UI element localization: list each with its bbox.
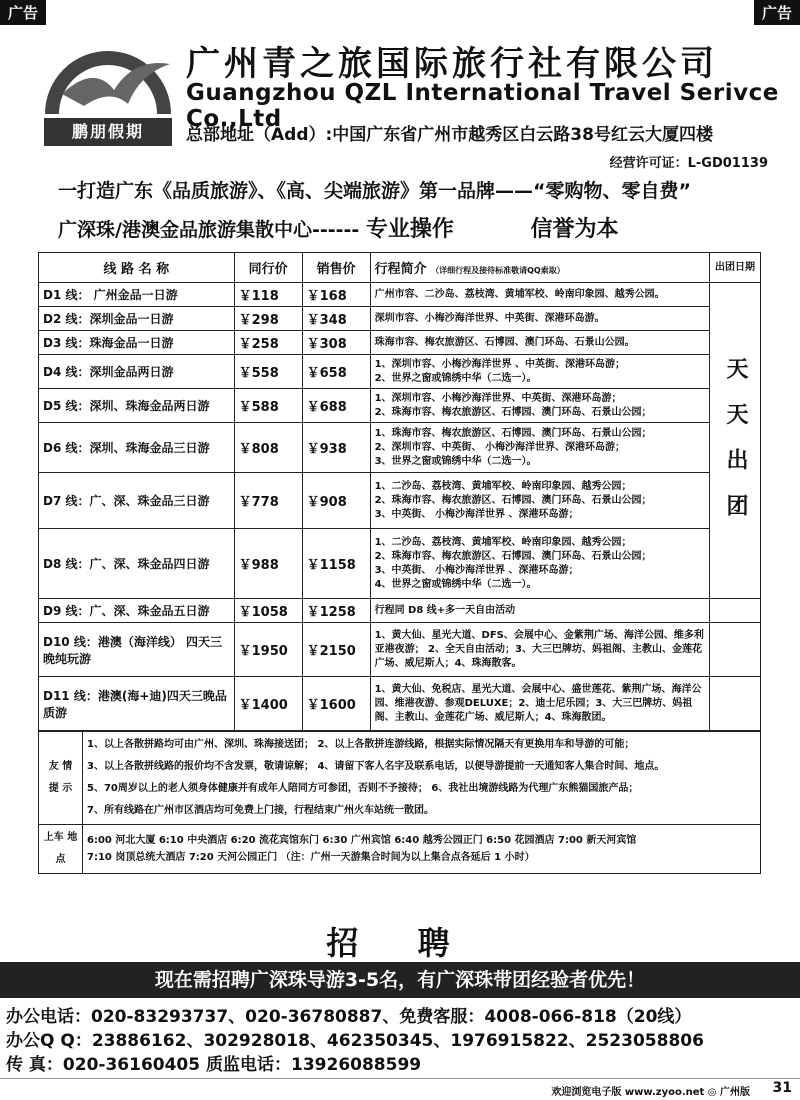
company-name-en: Guangzhou QZL International Travel Serivce Co.,Ltd bbox=[186, 80, 779, 132]
company-name-cn: 广州青之旅国际旅行社有限公司 bbox=[186, 44, 718, 84]
footer-text: 欢迎浏览电子版 www.zyoo.net ◎ 广州版 bbox=[551, 1087, 750, 1098]
retail-price: ￥938 bbox=[302, 423, 370, 473]
itinerary bbox=[370, 677, 709, 731]
pickup-line-2: 7:10 岗顶总统大酒店 7:20 天河公园正门 （注：广州一天游集合时间为以上集合点各延后 1 小时） bbox=[87, 852, 535, 863]
slogan-primary: 一打造广东《品质旅游》、《高、尖端旅游》第一品牌——“零购物、零自费” bbox=[58, 180, 691, 202]
header-retail-price: 销售价 bbox=[302, 253, 370, 283]
route-name: D6 线：深圳、珠海金品三日游 bbox=[39, 423, 235, 473]
itinerary-line: 1、二沙岛、荔枝湾、黄埔军校、岭南印象园、越秀公园； bbox=[374, 536, 632, 548]
bird-logo-icon bbox=[44, 24, 172, 120]
itinerary-line: 2、世界之窗或锦绣中华（二选一）。 bbox=[374, 372, 537, 384]
itinerary-line: 3、中英街、 小梅沙海洋世界 、深港环岛游； bbox=[374, 564, 579, 576]
peer-price: ￥1950 bbox=[234, 623, 302, 677]
route-name: D10 线：港澳（海洋线） 四天三晚纯玩游 bbox=[39, 623, 235, 677]
notes-table bbox=[38, 731, 761, 874]
note-item: 3、以上各散拼线路的报价均不含发票，敬请谅解； 4、请留下客人名字及联系电话，以便导游提前一天通知客人集合时间、地点。 bbox=[87, 761, 665, 772]
recruit-title: 招 聘 bbox=[326, 924, 474, 962]
retail-price: ￥1258 bbox=[302, 599, 370, 623]
notes-label: 友 情 提 示 bbox=[39, 732, 83, 825]
itinerary-line: 2、珠海市容、梅农旅游区、石博园、澳门环岛、石景山公园； bbox=[374, 550, 652, 562]
retail-price: ￥688 bbox=[302, 389, 370, 423]
empty-date-cell bbox=[709, 599, 760, 623]
header-itinerary-note: （详细行程及接待标准敬请QQ索取） bbox=[431, 266, 565, 275]
itinerary-line: 2、珠海市容、梅农旅游区、石博园、澳门环岛、石景山公园； bbox=[374, 406, 652, 418]
itinerary bbox=[370, 473, 709, 529]
route-name: D2 线：深圳金品一日游 bbox=[39, 307, 235, 331]
itinerary bbox=[370, 389, 709, 423]
itinerary-line: 1、珠海市容、梅农旅游区、石博园、澳门环岛、石景山公园； bbox=[374, 427, 652, 439]
slogan-reputation: 信誉为本 bbox=[530, 217, 619, 242]
peer-price: ￥588 bbox=[234, 389, 302, 423]
pickup-line-1: 6:00 河北大厦 6:10 中央酒店 6:20 流花宾馆东门 6:30 广州宾馆 6:40 越秀公园正门 6:50 花园酒店 7:00 新天河宾馆 bbox=[87, 835, 637, 846]
table-row bbox=[39, 283, 761, 307]
slogan-center: 广深珠/港澳金品旅游集散中心------ bbox=[58, 219, 360, 241]
page-number: 31 bbox=[772, 1080, 792, 1096]
contact-fax: 传 真：020-36160405 质监电话：13926088599 bbox=[6, 1055, 422, 1075]
route-table-body bbox=[39, 283, 761, 731]
itinerary bbox=[370, 331, 709, 355]
table-row bbox=[39, 331, 761, 355]
itinerary bbox=[370, 283, 709, 307]
route-name: D1 线： 广州金品一日游 bbox=[39, 283, 235, 307]
recruit-banner: 现在需招聘广深珠导游3-5名，有广深珠带团经验者优先！ bbox=[0, 962, 800, 998]
retail-price: ￥658 bbox=[302, 355, 370, 389]
note-item: 1、以上各散拼路均可由广州、深圳、珠海接送团； 2、以上各散拼连游线路，根据实际情况隔天有更换用车和导游的可能； bbox=[87, 739, 635, 750]
contact-qq: 办公Q Q：23886162、302928018、462350345、1976915822、2523058806 bbox=[6, 1031, 704, 1051]
itinerary bbox=[370, 355, 709, 389]
itinerary-line: 4、世界之窗或锦绣中华（二选一）。 bbox=[374, 578, 537, 590]
retail-price: ￥908 bbox=[302, 473, 370, 529]
table-header-row bbox=[39, 253, 761, 283]
route-table-wrap bbox=[38, 252, 761, 874]
retail-price: ￥308 bbox=[302, 331, 370, 355]
logo-text: 鹏朋假期 bbox=[44, 118, 172, 146]
header-departure: 出团日期 bbox=[709, 253, 760, 283]
itinerary bbox=[370, 599, 709, 623]
route-name: D9 线：广、深、珠金品五日游 bbox=[39, 599, 235, 623]
itinerary bbox=[370, 423, 709, 473]
peer-price: ￥988 bbox=[234, 529, 302, 599]
slogan-professional: 专业操作 bbox=[365, 217, 454, 242]
table-row bbox=[39, 599, 761, 623]
route-name: D11 线：港澳(海+迪)四天三晚品质游 bbox=[39, 677, 235, 731]
ad-badge-right: 广告 bbox=[754, 0, 800, 25]
itinerary-line: 行程同 D8 线+多一天自由活动 bbox=[374, 604, 516, 616]
table-row bbox=[39, 529, 761, 599]
slogan-secondary bbox=[58, 212, 619, 243]
route-name: D3 线：珠海金品一日游 bbox=[39, 331, 235, 355]
itinerary bbox=[370, 307, 709, 331]
notes-content bbox=[83, 732, 761, 825]
route-name: D4 线：深圳金品两日游 bbox=[39, 355, 235, 389]
itinerary-line: 2、珠海市容、梅农旅游区、石博园、澳门环岛、石景山公园； bbox=[374, 494, 652, 506]
itinerary-line: 1、黄大仙、免税店、星光大道、会展中心、盛世莲花、紫荆广场、海洋公园、维港夜游、参观DELUXE；2、迪士尼乐园；3、大三巴牌坊、妈祖阁、主教山、金莲花广场、威尼斯人；4、珠海散团。 bbox=[374, 683, 702, 723]
peer-price: ￥558 bbox=[234, 355, 302, 389]
retail-price: ￥1600 bbox=[302, 677, 370, 731]
route-name: D7 线：广、深、珠金品三日游 bbox=[39, 473, 235, 529]
peer-price: ￥258 bbox=[234, 331, 302, 355]
header-itinerary-label: 行程简介 bbox=[374, 262, 427, 277]
itinerary-line: 1、深圳市容、小梅沙海洋世界、中英街、深港环岛游； bbox=[374, 392, 622, 404]
note-item: 5、70周岁以上的老人须身体健康并有成年人陪同方可参团，否则不予接待； 6、我社出境游线路为代理广东熊猫国旅产品； bbox=[87, 783, 639, 794]
contact-phone: 办公电话：020-83293737、020-36780887、免费客服：4008-066-818（20线） bbox=[6, 1007, 692, 1027]
table-row bbox=[39, 677, 761, 731]
pickup-label: 上车 地点 bbox=[39, 825, 83, 874]
peer-price: ￥778 bbox=[234, 473, 302, 529]
retail-price: ￥1158 bbox=[302, 529, 370, 599]
peer-price: ￥298 bbox=[234, 307, 302, 331]
itinerary-line: 1、深圳市容、小梅沙海洋世界 、中英街、深港环岛游； bbox=[374, 358, 626, 370]
header-peer-price: 同行价 bbox=[234, 253, 302, 283]
itinerary-line: 3、中英街、 小梅沙海洋世界 、深港环岛游； bbox=[374, 508, 579, 520]
company-address: 总部地址（Add）:中国广东省广州市越秀区白云路38号红云大厦四楼 bbox=[186, 125, 713, 145]
route-name: D5 线：深圳、珠海金品两日游 bbox=[39, 389, 235, 423]
route-table bbox=[38, 252, 761, 731]
route-name: D8 线：广、深、珠金品四日游 bbox=[39, 529, 235, 599]
table-row bbox=[39, 307, 761, 331]
note-item: 7、所有线路在广州市区酒店均可免费上门接，行程结束广州火车站统一散团。 bbox=[87, 805, 434, 816]
itinerary-line: 广州市容、二沙岛、荔枝湾、黄埔军校、岭南印象园、越秀公园。 bbox=[374, 288, 665, 300]
peer-price: ￥1400 bbox=[234, 677, 302, 731]
itinerary-line: 3、世界之窗或锦绣中华（二选一）。 bbox=[374, 455, 537, 467]
header-itinerary bbox=[370, 253, 709, 283]
itinerary-line: 珠海市容、梅农旅游区、石博园、澳门环岛、石景山公园。 bbox=[374, 336, 635, 348]
itinerary bbox=[370, 529, 709, 599]
table-row bbox=[39, 423, 761, 473]
empty-date-cell bbox=[709, 677, 760, 731]
retail-price: ￥2150 bbox=[302, 623, 370, 677]
empty-date-cell bbox=[709, 623, 760, 677]
license-number: 经营许可证：L-GD01139 bbox=[609, 156, 768, 171]
retail-price: ￥348 bbox=[302, 307, 370, 331]
peer-price: ￥808 bbox=[234, 423, 302, 473]
table-row bbox=[39, 355, 761, 389]
daily-departure: 天 天 出 团 bbox=[709, 283, 760, 599]
retail-price: ￥168 bbox=[302, 283, 370, 307]
itinerary-line: 深圳市容、小梅沙海洋世界、中英街、深港环岛游。 bbox=[374, 312, 605, 324]
itinerary-line: 2、深圳市容、中英街、 小梅沙海洋世界、深港环岛游； bbox=[374, 441, 626, 453]
peer-price: ￥1058 bbox=[234, 599, 302, 623]
page-footer bbox=[0, 1078, 800, 1100]
pickup-content bbox=[83, 825, 761, 874]
ad-badge-left: 广告 bbox=[0, 0, 46, 25]
header-route: 线 路 名 称 bbox=[39, 253, 235, 283]
table-row bbox=[39, 623, 761, 677]
itinerary bbox=[370, 623, 709, 677]
table-row bbox=[39, 389, 761, 423]
peer-price: ￥118 bbox=[234, 283, 302, 307]
table-row bbox=[39, 473, 761, 529]
itinerary-line: 1、二沙岛、荔枝湾、黄埔军校、岭南印象园、越秀公园； bbox=[374, 480, 632, 492]
itinerary-line: 1、黄大仙、星光大道、DFS、会展中心、金紫荆广场、海洋公园、维多利亚港夜游； 2、全天自由活动；3、大三巴牌坊、妈祖阁、主教山、金莲花广场、威尼斯人；4、珠海散客。 bbox=[374, 629, 704, 669]
